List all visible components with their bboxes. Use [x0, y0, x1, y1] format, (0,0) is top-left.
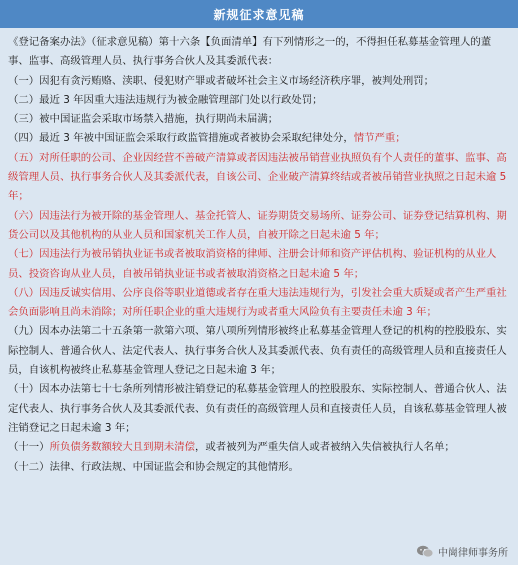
- page-title: 新规征求意见稿: [213, 7, 305, 22]
- highlighted-text: （八）因违反诚实信用、公序良俗等职业道德或者存在重大违法违规行为，引发社会重大质疑或者产生严重社会负面影响且尚未消除；对所任职企业的重大违规行为或者重大风险负有主要责任未逾 3 年；: [8, 286, 507, 319]
- clause-item: [8, 91, 510, 110]
- clause-item: [8, 149, 510, 207]
- clause-item: [8, 110, 510, 129]
- clause-item: [8, 458, 510, 477]
- clause-item: [8, 207, 510, 246]
- clause-text: （九）因本办法第二十五条第一款第六项、第八项所列情形被终止私募基金管理人登记的机构的控股股东、实际控制人、普通合伙人、法定代表人、执行事务合伙人及其委派代表、负有责任的高级管理人员和直接责任人员，自该机构被终止私募基金管理人登记之日起未逾 3 年；: [8, 325, 507, 377]
- clause-text: （十）因本办法第七十七条所列情形被注销登记的私募基金管理人的控股股东、实际控制人、普通合伙人、法定代表人、执行事务合伙人及其委派代表、负有责任的高级管理人员和直接责任人员，自该私募基金管理人被注销登记之日起未逾 3 年；: [8, 383, 507, 434]
- clause-item: [8, 245, 510, 284]
- clause-item: [8, 322, 510, 380]
- clause-text: （二）最近 3 年因重大违法违规行为被金融管理部门处以行政处罚；: [8, 93, 323, 106]
- highlighted-text: （五）对所任职的公司、企业因经营不善破产清算或者因违法被吊销营业执照负有个人责任的董事、监事、高级管理人员、执行事务合伙人及其委派代表，自该公司、企业破产清算终结或者被吊销营业执照之日起未逾 5 年；: [8, 151, 507, 203]
- clause-text: ，或者被列为严重失信人或者被纳入失信被执行人名单；: [195, 441, 455, 454]
- clause-text: （十一）: [8, 441, 50, 454]
- watermark: [416, 544, 508, 559]
- document-body: [8, 33, 510, 477]
- clause-item: [8, 129, 510, 148]
- clause-item: [8, 284, 510, 323]
- watermark-text: 中崗律师事务所: [438, 548, 508, 559]
- clause-text: 《登记备案办法》（征求意见稿）第十六条【负面清单】有下列情形之一的，不得担任私募基金管理人的董事、监事、高级管理人员、执行事务合伙人及其委派代表：: [8, 36, 492, 68]
- clause-item: [8, 438, 510, 457]
- clause-item: [8, 380, 510, 438]
- highlighted-text: 所负债务数额较大且到期未清偿: [49, 441, 196, 454]
- intro-paragraph: [8, 33, 510, 72]
- clause-text: （一）因犯有贪污贿赂、渎职、侵犯财产罪或者破坏社会主义市场经济秩序罪，被判处刑罚；: [8, 74, 435, 87]
- clause-text: （四）最近 3 年被中国证监会采取行政监管措施或者被协会采取纪律处分，: [8, 132, 354, 145]
- clause-text: （三）被中国证监会采取市场禁入措施，执行期尚未届满；: [8, 113, 279, 126]
- highlighted-text: 情节严重；: [353, 132, 406, 145]
- clause-text: （十二）法律、行政法规、中国证监会和协会规定的其他情形。: [8, 460, 299, 473]
- highlighted-text: （七）因违法行为被吊销执业证书或者被取消资格的律师、注册会计师和资产评估机构、验证机构的从业人员、投资咨询从业人员，自被吊销执业证书或者被取消资格之日起未逾 5 年；: [8, 248, 497, 280]
- clause-item: [8, 72, 510, 91]
- wechat-icon: [416, 545, 434, 558]
- highlighted-text: （六）因违法行为被开除的基金管理人、基金托管人、证券期货交易场所、证券公司、证券登记结算机构、期货公司以及其他机构的从业人员和国家机关工作人员，自被开除之日起未逾 5 年；: [8, 209, 507, 241]
- header-bar: [0, 0, 518, 28]
